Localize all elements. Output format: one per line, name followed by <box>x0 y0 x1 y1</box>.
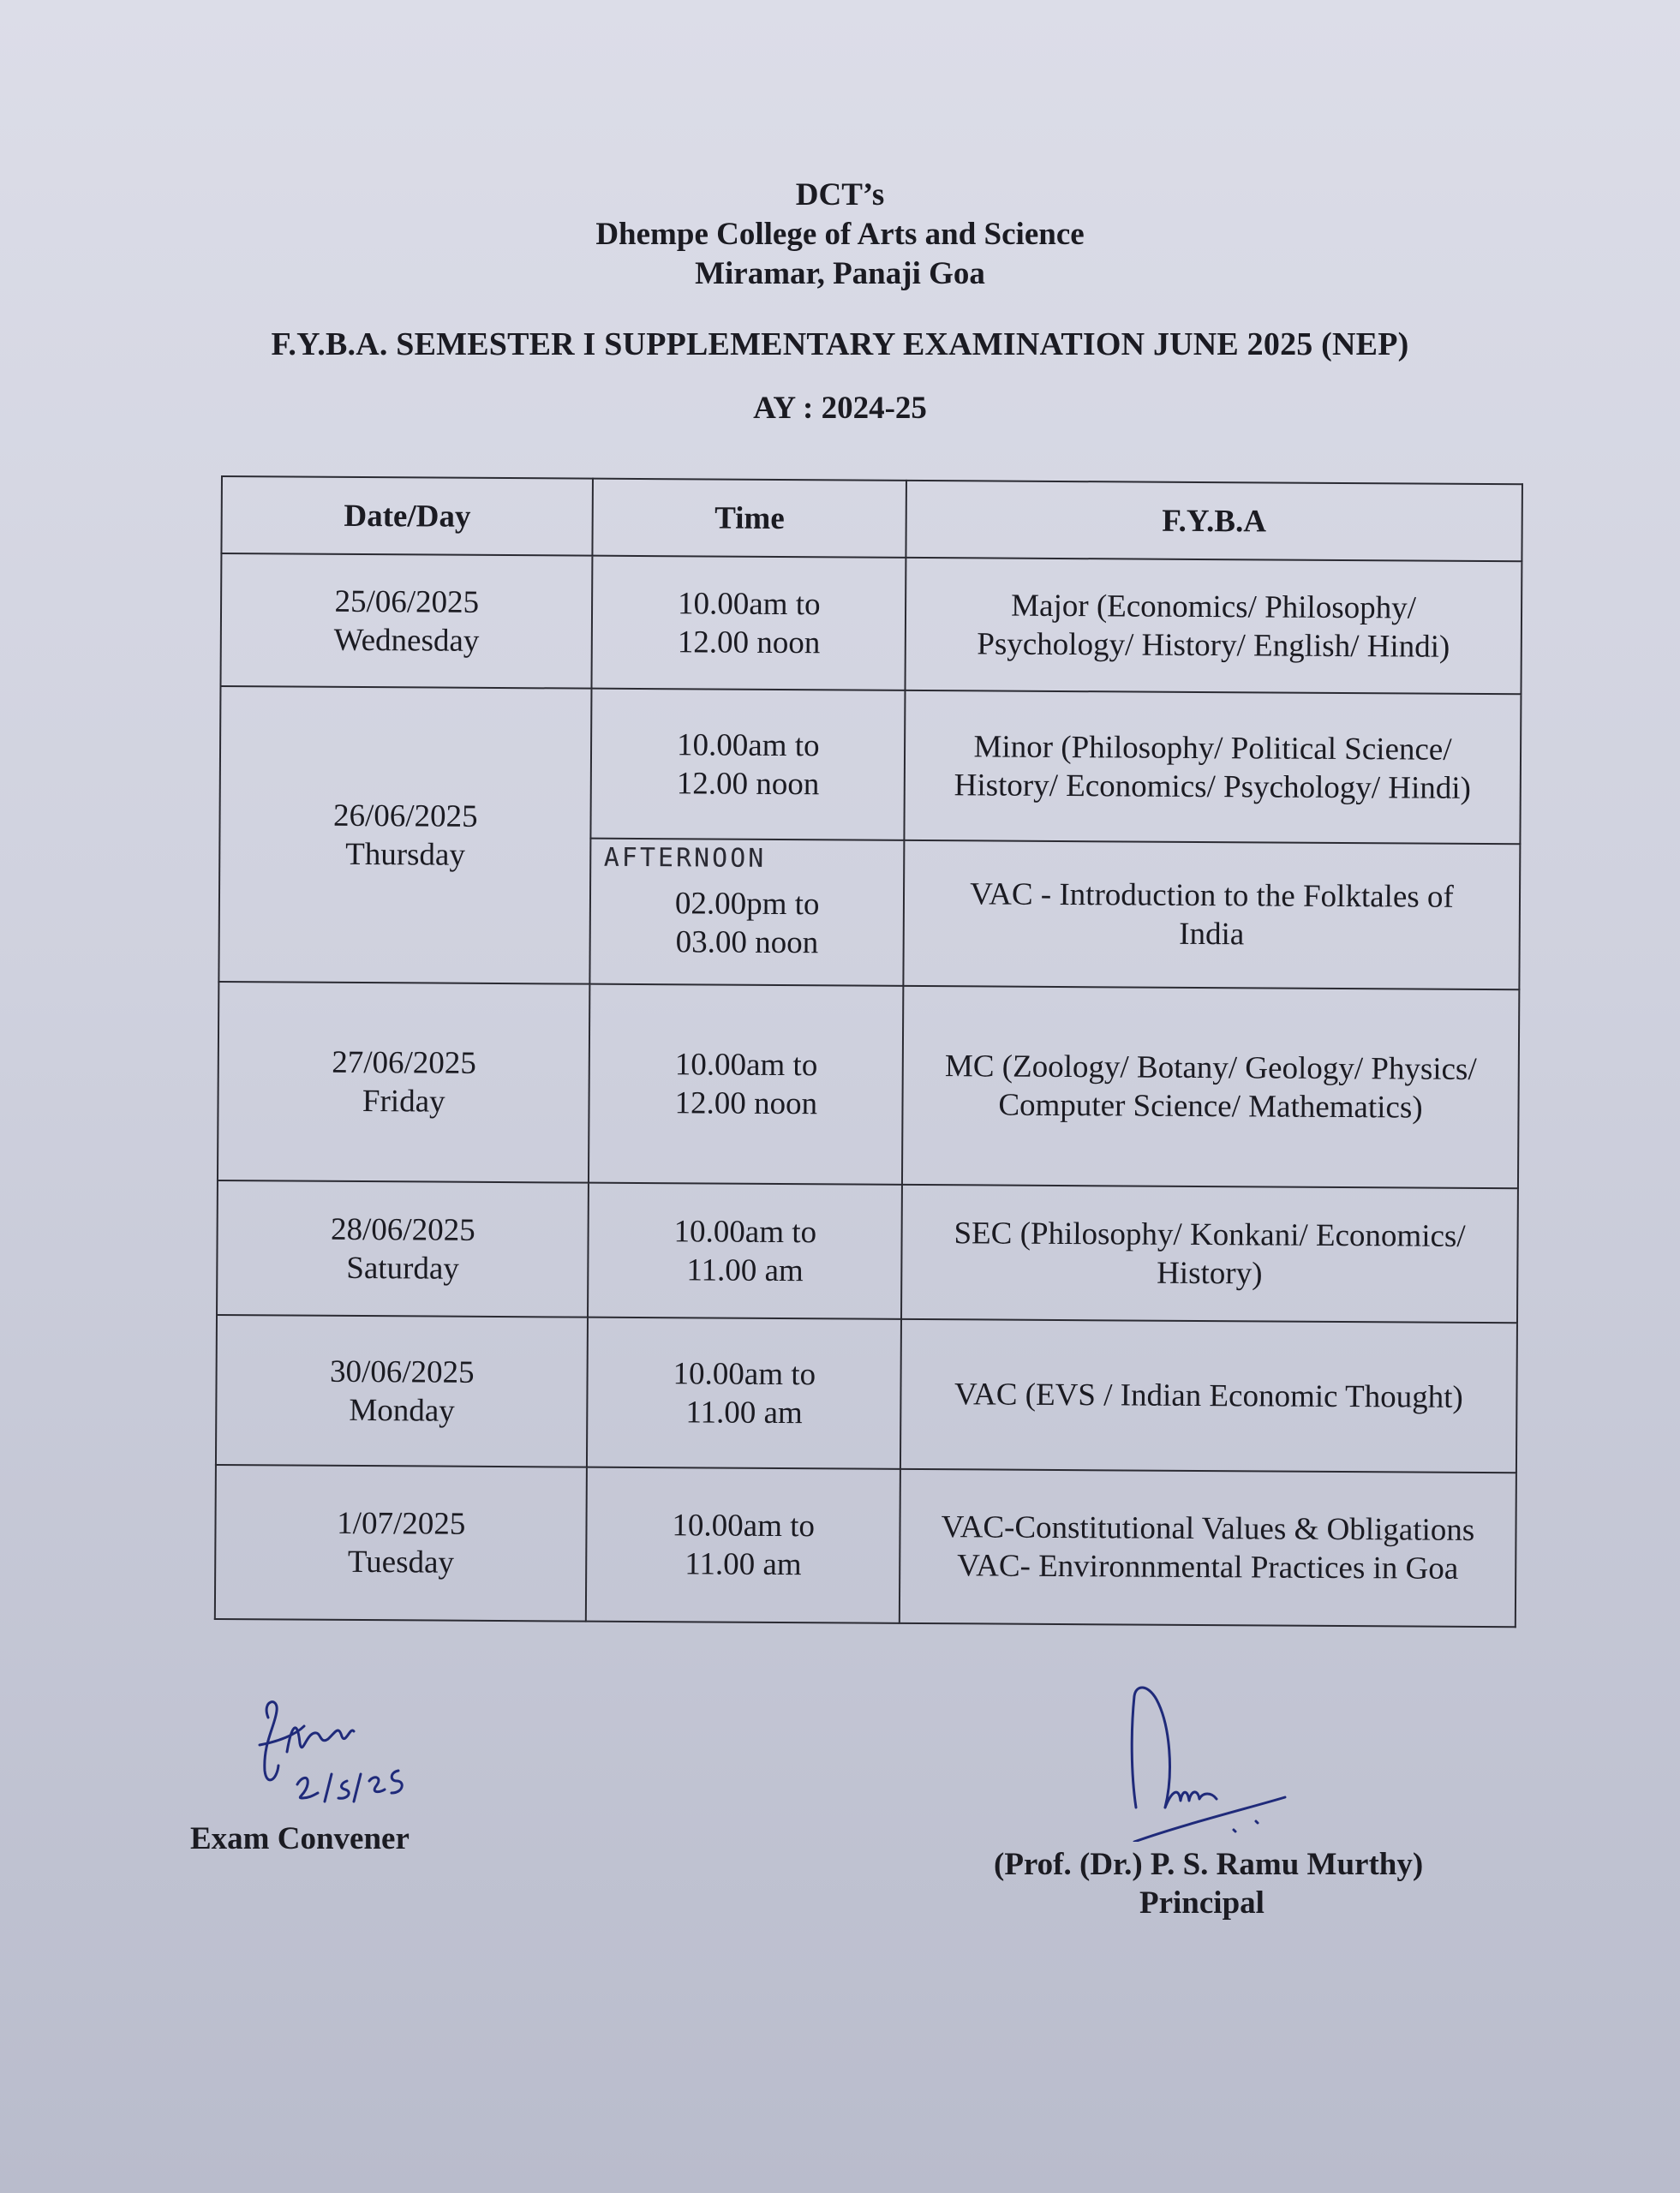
subject-line: VAC- Environnmental Practices in Goa <box>957 1548 1459 1586</box>
table-row <box>218 982 1519 1188</box>
exam-date: 28/06/2025 <box>330 1211 475 1248</box>
time-cell <box>591 689 906 840</box>
subject-line: History) <box>1157 1255 1263 1291</box>
subject-line: VAC - Introduction to the Folktales of <box>970 876 1454 915</box>
table-row <box>220 553 1522 694</box>
subject-cell <box>904 690 1521 844</box>
date-cell <box>217 1180 589 1318</box>
table-header-row <box>221 476 1522 561</box>
time-cell <box>592 556 906 690</box>
subject-line: Psychology/ History/ English/ Hindi) <box>977 625 1450 665</box>
exam-day: Wednesday <box>333 622 480 659</box>
handwritten-afternoon-note: AFTERNOON <box>603 842 767 874</box>
subject-line: SEC (Philosophy/ Konkani/ Economics/ <box>954 1215 1466 1254</box>
time-to: 11.00 am <box>686 1252 804 1288</box>
college-header <box>0 176 1680 294</box>
exam-day: Monday <box>349 1392 455 1429</box>
subject-cell <box>900 1319 1517 1473</box>
subject-cell <box>901 1185 1518 1323</box>
exam-convener-label: Exam Convener <box>190 1821 410 1856</box>
date-cell <box>218 982 590 1183</box>
time-from: 10.00am to <box>673 1213 817 1250</box>
principal-name: (Prof. (Dr.) P. S. Ramu Murthy) <box>994 1847 1424 1882</box>
subject-cell <box>905 558 1522 694</box>
exam-day: Saturday <box>346 1250 459 1287</box>
college-location: Miramar, Panaji Goa <box>695 256 985 291</box>
date-cell <box>220 553 592 689</box>
exam-date: 30/06/2025 <box>329 1353 475 1390</box>
date-cell <box>216 1315 589 1467</box>
time-cell <box>589 984 903 1185</box>
time-from: 10.00am to <box>674 1047 818 1084</box>
exam-day: Tuesday <box>347 1544 455 1581</box>
subject-cell <box>903 840 1520 989</box>
date-cell <box>218 686 592 984</box>
subject-line: VAC-Constitutional Values & Obligations <box>941 1509 1475 1548</box>
subject-line: History/ Economics/ Psychology/ Hindi) <box>954 767 1472 806</box>
principal-signature <box>1105 1679 1328 1842</box>
column-header-date: Date/Day <box>221 476 593 556</box>
academic-year: AY : 2024-25 <box>753 391 927 426</box>
time-to: 11.00 am <box>685 1394 803 1431</box>
column-header-subject: F.Y.B.A <box>906 481 1522 561</box>
subject-cell <box>902 986 1519 1188</box>
time-cell <box>588 1183 901 1319</box>
exam-day: Thursday <box>345 836 466 873</box>
table-row <box>219 686 1521 844</box>
exam-title: F.Y.B.A. SEMESTER I SUPPLEMENTARY EXAMINATION JUNE 2025 (NEP) <box>271 326 1409 362</box>
table-row <box>217 1180 1518 1323</box>
exam-date: 26/06/2025 <box>332 798 478 834</box>
exam-date: 27/06/2025 <box>332 1044 476 1081</box>
date-cell <box>215 1465 588 1622</box>
time-cell <box>586 1467 900 1623</box>
exam-timetable <box>214 475 1523 1628</box>
subject-line: Major (Economics/ Philosophy/ <box>1011 588 1417 626</box>
subject-line: VAC (EVS / Indian Economic Thought) <box>954 1377 1463 1415</box>
time-to: 12.00 noon <box>677 624 821 660</box>
exam-date: 25/06/2025 <box>334 583 480 620</box>
time-from: 02.00pm to <box>674 886 820 923</box>
subject-cell <box>900 1469 1516 1627</box>
subject-line: India <box>1179 916 1245 953</box>
time-from: 10.00am to <box>677 585 821 622</box>
time-to: 12.00 noon <box>674 1085 818 1122</box>
time-from: 10.00am to <box>676 726 820 763</box>
trust-name: DCT’s <box>795 177 885 212</box>
time-to: 12.00 noon <box>676 765 820 802</box>
time-to: 11.00 am <box>685 1546 802 1583</box>
table-row <box>215 1465 1516 1627</box>
table-row <box>216 1315 1517 1473</box>
time-cell <box>590 839 905 986</box>
time-from: 10.00am to <box>673 1355 816 1392</box>
time-cell <box>587 1318 901 1469</box>
subject-line: Computer Science/ Mathematics) <box>998 1087 1423 1126</box>
column-header-time: Time <box>593 479 906 558</box>
subject-line: Minor (Philosophy/ Political Science/ <box>973 728 1452 768</box>
principal-role: Principal <box>1139 1885 1264 1921</box>
time-to: 03.00 noon <box>675 924 819 961</box>
exam-day: Friday <box>362 1084 445 1120</box>
subject-line: MC (Zoology/ Botany/ Geology/ Physics/ <box>944 1049 1477 1087</box>
college-name: Dhempe College of Arts and Science <box>595 217 1085 252</box>
convener-signature <box>253 1692 450 1812</box>
time-from: 10.00am to <box>672 1508 816 1545</box>
exam-date: 1/07/2025 <box>337 1505 466 1542</box>
